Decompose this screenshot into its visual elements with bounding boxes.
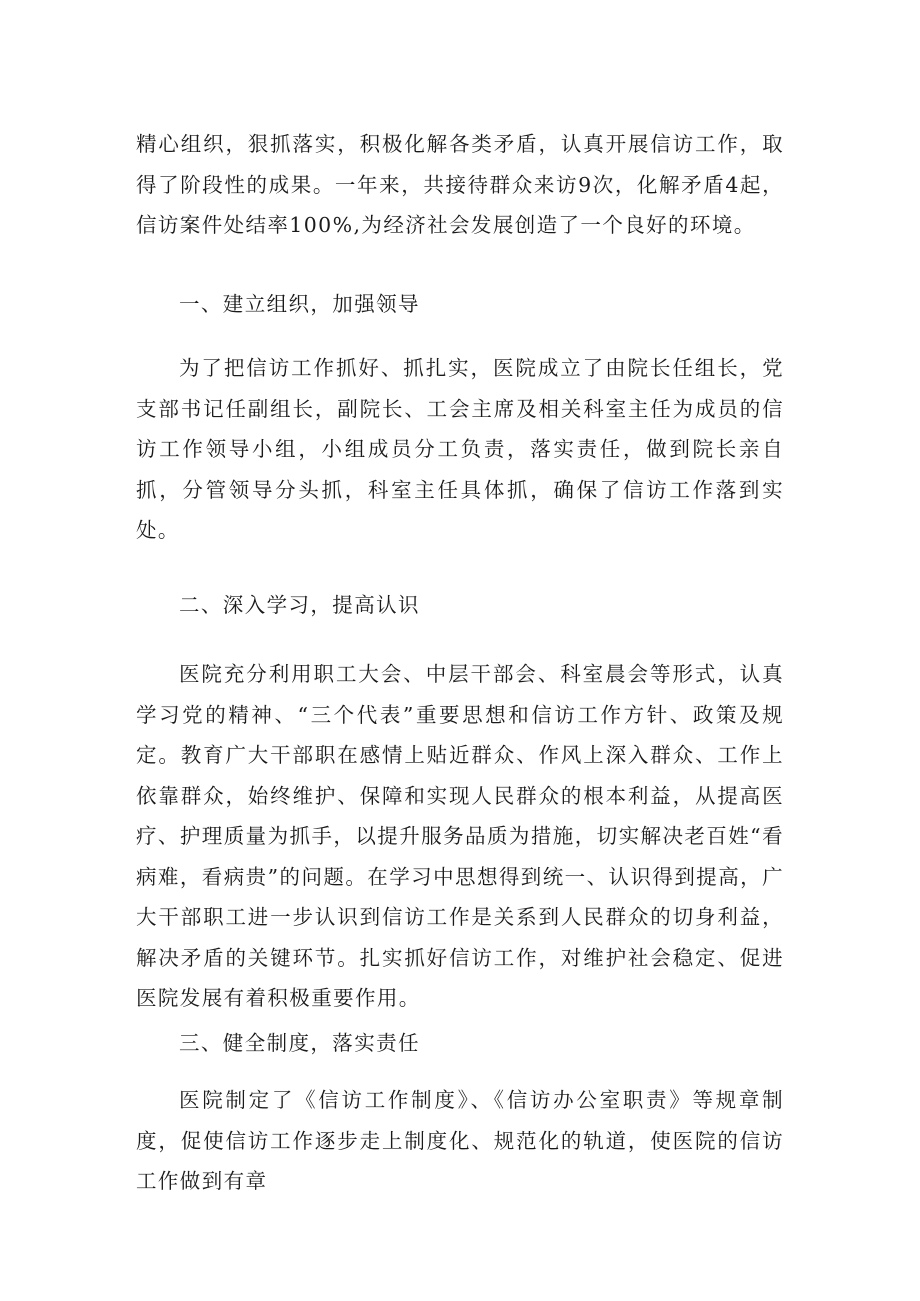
paragraph-organization: 为了把信访工作抓好、抓扎实，医院成立了由院长任组长，党支部书记任副组长，副院长、工会主席及相关科室主任为成员的信访工作领导小组，小组成员分工负责，落实责任，做到院长亲自抓，分管领导分头抓，科室主任具体抓，确保了信访工作落到实处。 (136, 356, 784, 542)
section-heading-1: 一、建立组织，加强领导 (179, 291, 420, 316)
paragraph-study: 医院充分利用职工大会、中层干部会、科室晨会等形式，认真学习党的精神、“三个代表”重要思想和信访工作方针、政策及规定。教育广大干部职在感情上贴近群众、作风上深入群众、工作上依靠群众，始终维护、保障和实现人民群众的根本利益，从提高医疗、护理质量为抓手，以提升服务品质为措施，切实解决老百姓“看病难，看病贵”的问题。在学习中思想得到统一、认识得到提高，广大干部职工进一步认识到信访工作是关系到人民群众的切身利益，解决矛盾的关键环节。扎实抓好信访工作，对维护社会稳定、促进医院发展有着积极重要作用。 (136, 662, 784, 1010)
section-heading-3: 三、健全制度，落实责任 (179, 1030, 420, 1055)
section-heading-2: 二、深入学习，提高认识 (179, 592, 420, 617)
paragraph-intro-continuation: 精心组织，狠抓落实，积极化解各类矛盾，认真开展信访工作，取得了阶段性的成果。一年来，共接待群众来访9次，化解矛盾4起，信访案件处结率100%,为经济社会发展创造了一个良好的环境。 (136, 132, 784, 237)
paragraph-system: 医院制定了《信访工作制度》、《信访办公室职责》等规章制度，促使信访工作逐步走上制度化、规范化的轨道，使医院的信访工作做到有章 (136, 1088, 784, 1193)
document-body (136, 124, 784, 1202)
